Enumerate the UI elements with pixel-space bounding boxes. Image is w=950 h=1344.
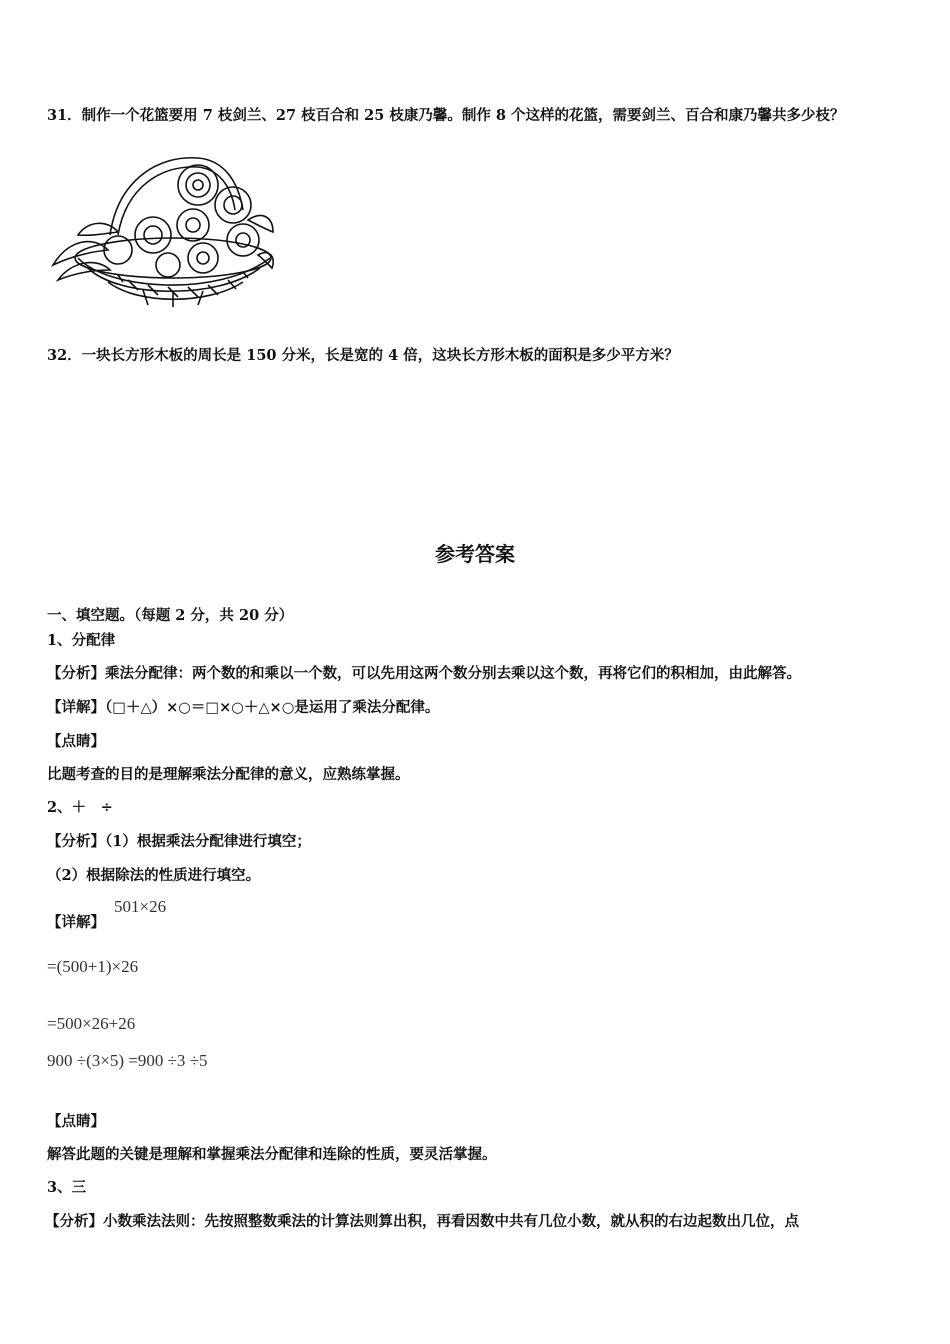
section-heading: 一、填空题。（每题 2 分，共 20 分）: [47, 607, 294, 624]
equation-2: =(500+1)×26: [47, 957, 139, 976]
flower-basket-image: [48, 140, 276, 310]
answer-2-detail-tag: 【详解】: [47, 914, 105, 931]
answer-2-analysis-2: （2）根据除法的性质进行填空。: [47, 867, 261, 884]
answer-1-label: 1、分配律: [47, 632, 116, 649]
answer-2-analysis: 【分析】（1）根据乘法分配律进行填空；: [47, 833, 311, 850]
answer-3-analysis: 【分析】小数乘法法则：先按照整数乘法的计算法则算出积，再看因数中共有几位小数，就从积的右边起数出几位，点: [45, 1213, 799, 1230]
equation-3: =500×26+26: [47, 1014, 136, 1033]
equation-4: 900 ÷(3×5) =900 ÷3 ÷5: [47, 1051, 208, 1070]
answer-1-detail: 【详解】（□＋△）×○＝□×○＋△×○是运用了乘法分配律。: [47, 699, 440, 716]
answer-3-label: 3、三: [47, 1179, 87, 1196]
answer-1-analysis: 【分析】乘法分配律：两个数的和乘以一个数，可以先用这两个数分别去乘以这个数，再将它们的积相加，由此解答。: [47, 665, 801, 682]
question-31: 31．制作一个花篮要用 7 枝剑兰、27 枝百合和 25 枝康乃馨。制作 8 个这样的花篮，需要剑兰、百合和康乃馨共多少枝？: [47, 107, 845, 124]
question-32: 32．一块长方形木板的周长是 150 分米，长是宽的 4 倍，这块长方形木板的面积是多少平方米？: [47, 347, 679, 364]
answer-2-label: 2、＋ ÷: [47, 799, 113, 816]
equation-1: 501×26: [114, 897, 167, 916]
answer-2-comment: 解答此题的关键是理解和掌握乘法分配律和连除的性质，要灵活掌握。: [47, 1146, 497, 1163]
answer-1-comment: 比题考查的目的是理解乘法分配律的意义，应熟练掌握。: [47, 766, 410, 783]
answer-1-comment-tag: 【点睛】: [47, 733, 105, 750]
answers-title: 参考答案: [435, 542, 515, 566]
answer-2-comment-tag: 【点睛】: [47, 1113, 105, 1130]
